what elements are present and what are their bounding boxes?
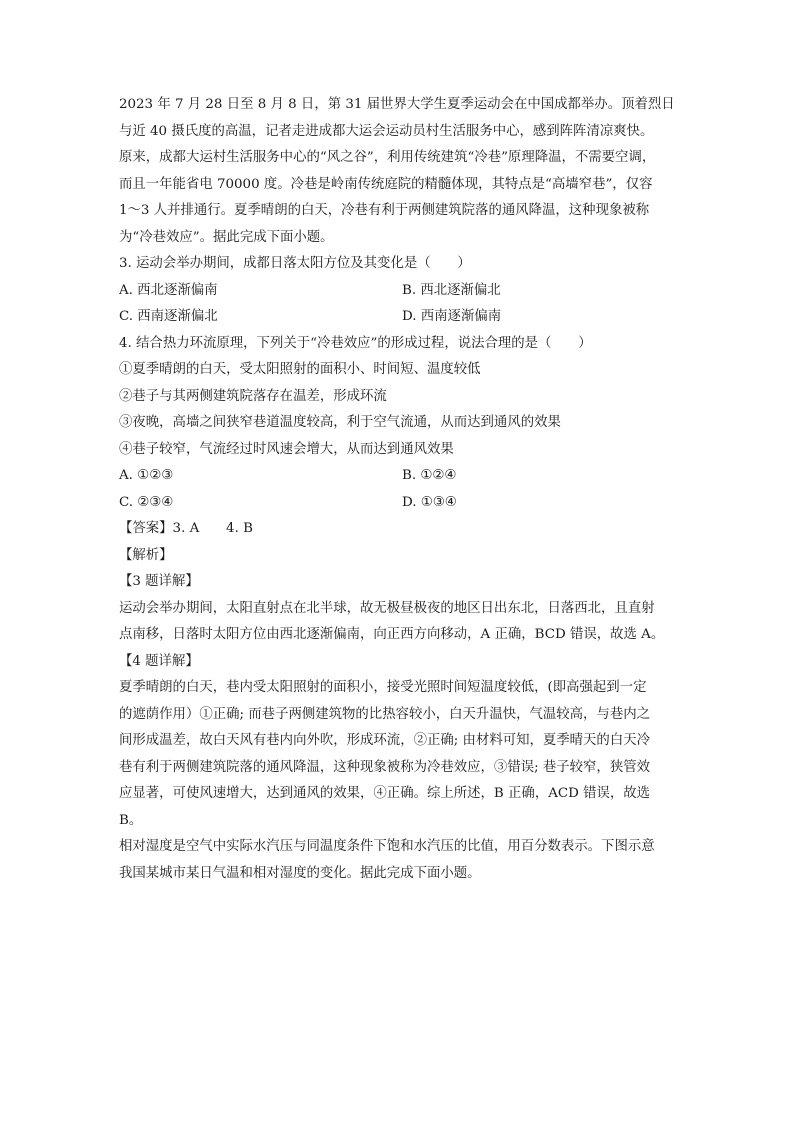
option-row [119,463,685,490]
statement: ①夏季晴朗的白天，受太阳照射的面积小、时间短、温度较低 [119,362,481,377]
statement: ③夜晚，高墙之间狭窄巷道温度较高，利于空气流通，从而达到通风的效果 [119,415,561,430]
detail-line: 夏季晴朗的白天，巷内受太阳照射的面积小，接受光照时间短温度较低，(即高强起到一定 [119,680,647,695]
next-intro-line: 我国某城市某日气温和相对湿度的变化。据此完成下面小题。 [119,865,481,881]
question-3 [119,251,685,331]
intro-passage [119,92,685,251]
detail-line: B。 [119,812,143,828]
option-row [119,278,685,305]
intro-line: 原来，成都大运村生活服务中心的“风之谷”，利用传统建筑“冷巷”原理降温，不需要空调， [119,150,656,165]
question-stem: 4. 结合热力环流原理，下列关于“冷巷效应”的形成过程，说法合理的是（ ） [119,335,592,351]
option-b: B. 西北逐渐偏北 [402,282,501,298]
option-c: C. 西南逐渐偏北 [119,309,218,324]
question-stem: 3. 运动会举办期间，成都日落太阳方位及其变化是（ ） [119,256,471,271]
detail-line: 点南移，日落时太阳方位由西北逐渐偏南，向正西方向移动，A 正确，BCD 错误，故选 A。 [119,627,665,642]
q3-detail-heading: 【3 题详解】 [119,574,199,589]
question-4 [119,331,685,517]
detail-line: 的遮荫作用）①正确; 而巷子两侧建筑物的比热容较小，白天升温快，气温较高，与巷内之 [119,706,650,722]
statement: ④巷子较窄，气流经过时风速会增大，从而达到通风效果 [119,441,454,457]
option-c: C. ②③④ [119,494,174,510]
option-row [119,490,685,517]
document-page [119,92,685,887]
option-b: B. ①②④ [402,468,457,483]
intro-line: 与近 40 摄氏度的高温，记者走进成都大运会运动员村生活服务中心，感到阵阵清凉爽快。 [119,123,654,139]
statement: ②巷子与其两侧建筑院落存在温差，形成环流 [119,388,387,404]
option-row [119,304,685,331]
detail-line: 巷有利于两侧建筑院落的通风降温，这种现象被称为冷巷效应，③错误; 巷子较窄，狭管效 [119,759,650,775]
next-intro-line: 相对湿度是空气中实际水汽压与同温度条件下饱和水汽压的比值，用百分数表示。下图示意 [119,839,655,854]
option-a: A. ①②③ [119,468,174,483]
intro-line: 1～3 人并排通行。夏季晴朗的白天，冷巷有利于两侧建筑院落的通风降温，这种现象被称 [119,203,650,218]
option-d: D. ①③④ [402,494,457,510]
detail-line: 应显著，可使风速增大，达到通风的效果，④正确。综上所述，B 正确，ACD 错误，故选 [119,786,651,801]
option-d: D. 西南逐渐偏南 [402,309,502,324]
answer-line: 【答案】3. A 4. B [119,521,253,536]
analysis-heading: 【解析】 [119,547,173,563]
intro-line: 2023 年 7 月 28 日至 8 月 8 日，第 31 届世界大学生夏季运动会在中国成都举办。顶着烈日 [119,97,675,112]
q4-detail-heading: 【4 题详解】 [119,653,199,669]
intro-line: 而且一年能省电 70000 度。冷巷是岭南传统庭院的精髓体现，其特点是“高墙窄巷”，仅容 [119,176,653,192]
option-a: A. 西北逐渐偏南 [119,282,218,298]
detail-line: 间形成温差，故白天风有巷内向外吹，形成环流，②正确; 由材料可知，夏季晴天的白天冷 [119,733,650,748]
detail-line: 运动会举办期间，太阳直射点在北半球，故无极昼极夜的地区日出东北，日落西北，且直射 [119,600,655,616]
intro-line: 为“冷巷效应”。据此完成下面小题。 [119,229,334,245]
